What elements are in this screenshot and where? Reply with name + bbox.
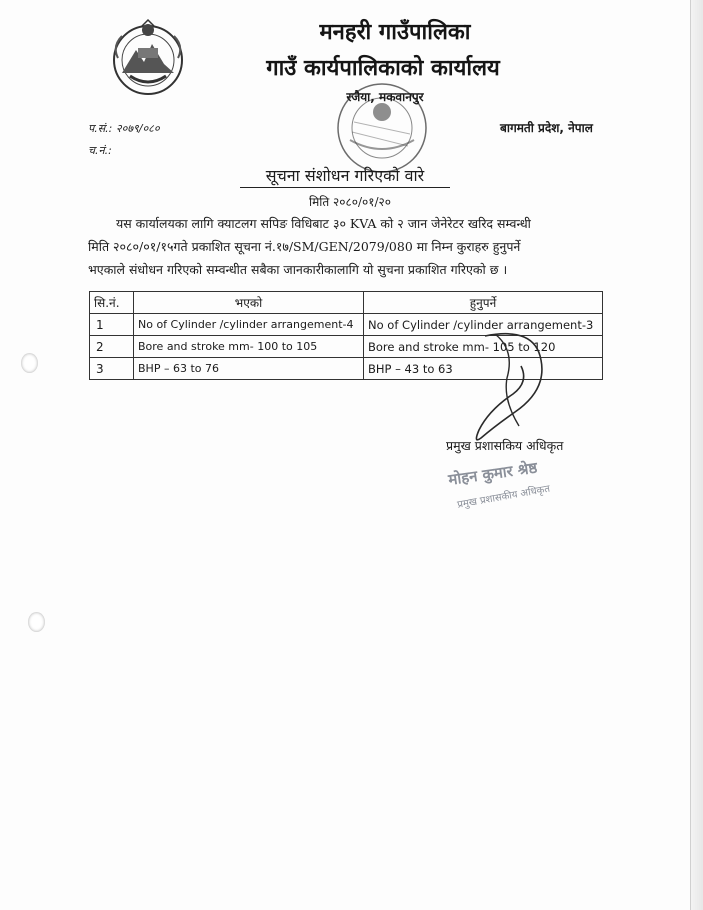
header-was: भएको [134, 292, 364, 314]
scanned-page-edge [690, 0, 703, 910]
cell-should-be: BHP – 43 to 63 [364, 358, 603, 380]
province-label: बागमती प्रदेश, नेपाल [500, 121, 593, 135]
handwritten-signature [455, 330, 575, 450]
cell-was: BHP – 63 to 76 [134, 358, 364, 380]
header-should-be: हुनुपर्ने [364, 292, 603, 314]
punch-hole [28, 612, 45, 632]
office-address: रजैया, मकवानपुर [346, 90, 424, 104]
table-header-row [90, 292, 603, 314]
nepal-government-emblem-icon [108, 18, 188, 98]
cell-serial: 3 [90, 358, 134, 380]
office-name: गाउँ कार्यपालिकाको कार्यालय [266, 55, 500, 81]
body-line: यस कार्यालयका लागि क्याटलग सपिङ विधिबाट ३० KVA को २ जान जेनेरेटर खरिद सम्वन्धी [116, 216, 531, 231]
signatory-name-stamp: मोहन कुमार श्रेष्ठ [447, 458, 539, 489]
cell-should-be: Bore and stroke mm- 105 to 120 [364, 336, 603, 358]
body-line: भएकाले संधोधन गरिएको सम्वन्धीत सबैका जानकारीकालागि यो सुचना प्रकाशित गरिएको छ । [88, 262, 508, 277]
cell-serial: 2 [90, 336, 134, 358]
notice-body [88, 212, 628, 281]
punch-hole [21, 353, 38, 373]
cell-was: Bore and stroke mm- 100 to 105 [134, 336, 364, 358]
cell-should-be: No of Cylinder /cylinder arrangement-3 [364, 314, 603, 336]
municipality-name: मनहरी गाउँपालिका [319, 19, 471, 45]
header-serial-no: सि.नं. [90, 292, 134, 314]
notice-date: मिति २०८०/०१/२० [308, 195, 392, 209]
letter-number: प.सं.: २०७९/०८० [88, 122, 160, 135]
dispatch-number: च.नं.: [88, 144, 112, 157]
cell-serial: 1 [90, 314, 134, 336]
notice-subject: सूचना संशोधन गरिएको वारे [240, 164, 450, 188]
cell-was: No of Cylinder /cylinder arrangement-4 [134, 314, 364, 336]
body-line: मिति २०८०/०१/१५गते प्रकाशित सूचना नं.१७/SM/GEN/2079/080 मा निम्न कुराहरु हुनुपर्ने [88, 239, 521, 254]
signatory-designation-stamp: प्रमुख प्रशासकीय अधिकृत [456, 483, 551, 511]
signatory-title: प्रमुख प्रशासकिय अधिकृत [446, 438, 564, 453]
